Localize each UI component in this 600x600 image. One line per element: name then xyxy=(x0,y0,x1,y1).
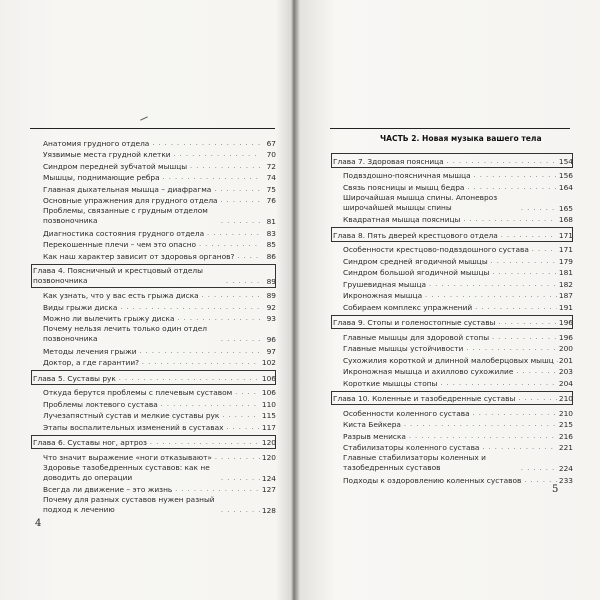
leader-dots xyxy=(174,151,260,158)
entry-title: Синдром большой ягодичной мышцы xyxy=(343,268,490,277)
entry-title: Почему нельзя лечить только один отдел позвоночника xyxy=(43,324,207,343)
entry-title: Как узнать, что у вас есть грыжа диска xyxy=(43,291,199,300)
entry-page: 120 xyxy=(261,438,276,447)
entry-page: 75 xyxy=(266,184,276,194)
entry-title: Перекошенные плечи – чем это опасно xyxy=(43,240,197,249)
chapter-entry[interactable] xyxy=(333,392,573,404)
entry-title: Виды грыжи диска xyxy=(43,302,118,312)
entry-title: Откуда берутся проблемы с плечевым суставом xyxy=(43,388,233,397)
entry-page: 110 xyxy=(261,399,276,409)
entry-page: 120 xyxy=(261,452,276,462)
section-entry[interactable] xyxy=(33,182,276,194)
entry-page: 215 xyxy=(558,420,573,429)
leader-dots xyxy=(120,304,260,311)
leader-dots xyxy=(482,444,556,451)
section-entry[interactable] xyxy=(33,409,276,421)
leader-dots xyxy=(467,184,556,191)
section-entry[interactable] xyxy=(333,365,573,377)
leader-dots xyxy=(161,401,260,408)
entry-page: 187 xyxy=(558,291,573,300)
left-page xyxy=(0,0,292,600)
entry-page: 115 xyxy=(261,411,276,420)
leader-dots xyxy=(463,216,557,223)
chapter-entry[interactable] xyxy=(333,316,573,328)
leader-dots xyxy=(221,507,260,514)
toc-list xyxy=(333,150,573,485)
leader-dots xyxy=(501,232,557,239)
entry-page: 70 xyxy=(266,150,276,159)
entry-page: 93 xyxy=(266,314,276,323)
section-entry[interactable] xyxy=(333,266,573,278)
entry-title: Доктор, а где гарантии? xyxy=(43,358,140,367)
entry-page: 171 xyxy=(558,230,573,240)
entry-title: Что значит выражение «ноги отказывают» xyxy=(43,452,212,462)
entry-page: 97 xyxy=(266,346,276,356)
entry-page: 201 xyxy=(558,355,573,365)
section-entry[interactable] xyxy=(333,192,573,213)
section-entry[interactable] xyxy=(333,342,573,354)
entry-title: Грушевидная мышца xyxy=(343,279,427,289)
entry-page: 224 xyxy=(558,464,573,473)
section-entry[interactable] xyxy=(333,418,573,430)
entry-page: 76 xyxy=(266,196,276,205)
section-entry[interactable] xyxy=(333,213,573,225)
entry-page: 216 xyxy=(558,431,573,441)
entry-title: Главные мышцы устойчивости xyxy=(343,344,464,353)
entry-title: Лучезапястный сустав и мелкие суставы рук xyxy=(43,411,220,420)
entry-title: Глава 6. Суставы ног, артроз xyxy=(33,438,147,447)
leader-dots xyxy=(491,258,557,265)
leader-dots xyxy=(202,292,260,299)
entry-page: 128 xyxy=(261,506,276,515)
entry-title: Главные мышцы для здоровой стопы xyxy=(343,332,490,342)
entry-title: Проблемы локтевого сустава xyxy=(43,399,158,409)
entry-title: Глава 5. Суставы рук xyxy=(33,373,116,383)
entry-title: Особенности крестцово-подвздошного сустава xyxy=(343,245,529,254)
leader-dots xyxy=(214,186,260,193)
section-entry[interactable] xyxy=(333,406,573,418)
entry-title: Разрыв мениска xyxy=(343,431,406,441)
section-entry[interactable] xyxy=(33,226,276,238)
entry-page: 92 xyxy=(266,302,276,312)
section-entry[interactable] xyxy=(33,136,276,148)
section-entry[interactable] xyxy=(333,289,573,301)
entry-page: 210 xyxy=(558,408,573,418)
entry-page: 72 xyxy=(266,161,276,171)
leader-dots xyxy=(516,368,557,375)
section-entry[interactable] xyxy=(333,429,573,441)
entry-page: 171 xyxy=(558,245,573,254)
entry-page: 156 xyxy=(558,171,573,180)
section-entry[interactable] xyxy=(33,323,276,344)
entry-page: 182 xyxy=(558,279,573,289)
entry-page: 165 xyxy=(558,203,573,213)
entry-title: Подходы к оздоровлению коленных суставов xyxy=(343,475,522,485)
leader-dots xyxy=(447,158,557,165)
section-entry[interactable] xyxy=(333,473,573,485)
entry-page: 85 xyxy=(266,240,276,249)
entry-title: Глава 7. Здоровая поясница xyxy=(333,156,444,166)
leader-dots xyxy=(475,304,557,311)
entry-title: Этапы воспалительных изменений в суставах xyxy=(43,422,224,432)
entry-title: Глава 9. Стопы и голеностопные суставы xyxy=(333,318,496,327)
part-title: ЧАСТЬ 2. Новая музыка вашего тела xyxy=(380,134,542,143)
entry-page: 196 xyxy=(558,318,573,327)
entry-page: 200 xyxy=(558,344,573,353)
section-entry[interactable] xyxy=(33,289,276,301)
entry-title: Всегда ли движение – это жизнь xyxy=(43,485,173,494)
entry-page: 89 xyxy=(266,291,276,300)
leader-dots xyxy=(521,465,557,472)
leader-dots xyxy=(429,281,557,288)
pen-mark xyxy=(140,116,148,120)
entry-title: Уязвимые места грудной клетки xyxy=(43,150,171,159)
section-entry[interactable] xyxy=(333,300,573,312)
entry-page: 67 xyxy=(266,138,276,148)
leader-dots xyxy=(237,253,260,260)
page-number: 4 xyxy=(35,518,42,529)
section-entry[interactable] xyxy=(33,312,276,324)
leader-dots xyxy=(215,454,260,461)
entry-title: Особенности коленного сустава xyxy=(343,408,470,418)
leader-dots xyxy=(152,140,260,147)
right-page xyxy=(300,0,600,600)
entry-page: 86 xyxy=(266,251,276,261)
section-entry[interactable] xyxy=(33,194,276,206)
section-entry[interactable] xyxy=(33,462,276,483)
entry-page: 179 xyxy=(558,256,573,266)
entry-page: 154 xyxy=(558,156,573,166)
leader-dots xyxy=(207,230,260,237)
chapter-entry[interactable] xyxy=(33,436,276,448)
header-rule xyxy=(30,128,275,129)
entry-title: Основные упражнения для грудного отдела xyxy=(43,196,218,205)
leader-dots xyxy=(221,336,260,343)
leader-dots xyxy=(473,410,557,417)
entry-title: Методы лечения грыжи xyxy=(43,346,137,356)
section-entry[interactable] xyxy=(33,300,276,312)
section-entry[interactable] xyxy=(33,420,276,432)
entry-title: Почему для разных суставов нужен разный подход к лечению xyxy=(43,495,215,514)
leader-dots xyxy=(498,319,556,326)
entry-title: Глава 10. Коленные и тазобедренные суставы xyxy=(333,394,516,403)
leader-dots xyxy=(466,345,557,352)
entry-title: Связь поясницы и мышц бедра xyxy=(343,182,465,192)
leader-dots xyxy=(190,163,260,170)
entry-title: Квадратная мышца поясницы xyxy=(343,215,461,224)
entry-page: 89 xyxy=(266,276,276,286)
entry-page: 233 xyxy=(558,475,573,485)
entry-title: Собираем комплекс упражнений xyxy=(343,302,473,312)
entry-title: Проблемы, связанные с грудным отделом позвоночника xyxy=(43,206,208,225)
leader-dots xyxy=(518,395,557,402)
entry-title: Синдром средней ягодичной мышцы xyxy=(343,256,488,266)
leader-dots xyxy=(226,278,260,285)
leader-dots xyxy=(425,292,557,299)
entry-title: Можно ли вылечить грыжу диска xyxy=(43,314,175,323)
leader-dots xyxy=(226,424,259,431)
leader-dots xyxy=(492,334,557,341)
section-entry[interactable] xyxy=(333,180,573,192)
entry-page: 117 xyxy=(261,422,276,432)
entry-page: 124 xyxy=(261,473,276,483)
entry-page: 210 xyxy=(558,394,573,403)
entry-title: Здоровье тазобедренных суставов: как не доводить до операции xyxy=(43,462,210,482)
entry-page: 81 xyxy=(266,217,276,226)
leader-dots xyxy=(474,172,557,179)
leader-dots xyxy=(235,389,260,396)
entry-page: 106 xyxy=(261,373,276,383)
section-entry[interactable] xyxy=(333,376,573,388)
leader-dots xyxy=(521,205,557,212)
entry-page: 102 xyxy=(261,358,276,367)
section-entry[interactable] xyxy=(333,441,573,453)
entry-title: Короткие мышцы стопы xyxy=(343,378,438,388)
entry-title: Главная дыхательная мышца – диафрагма xyxy=(43,184,212,194)
section-entry[interactable] xyxy=(33,205,276,226)
section-entry[interactable] xyxy=(333,243,573,255)
entry-title: Как наш характер зависит от здоровья органов? xyxy=(43,251,235,261)
section-entry[interactable] xyxy=(333,277,573,289)
leader-dots xyxy=(178,315,260,322)
leader-dots xyxy=(440,380,556,387)
section-entry[interactable] xyxy=(333,254,573,266)
section-entry[interactable] xyxy=(333,353,573,365)
chapter-entry[interactable] xyxy=(33,371,276,383)
entry-page: 83 xyxy=(266,228,276,238)
chapter-entry[interactable] xyxy=(333,154,573,166)
chapter-entry[interactable] xyxy=(33,265,276,286)
section-entry[interactable] xyxy=(33,159,276,171)
leader-dots xyxy=(404,421,557,428)
entry-page: 164 xyxy=(558,182,573,192)
leader-dots xyxy=(409,433,557,440)
section-entry[interactable] xyxy=(33,148,276,160)
entry-title: Икроножная мышца xyxy=(343,291,423,300)
section-entry[interactable] xyxy=(33,450,276,462)
entry-title: Мышцы, поднимающие ребра xyxy=(43,173,160,182)
entry-title: Синдром передней зубчатой мышцы xyxy=(43,161,188,171)
section-entry[interactable] xyxy=(333,169,573,181)
entry-title: Диагностика состояния грудного отдела xyxy=(43,228,205,238)
leader-dots xyxy=(221,197,260,204)
page-number: 5 xyxy=(552,484,559,495)
header-rule xyxy=(330,128,570,129)
entry-page: 181 xyxy=(558,268,573,277)
leader-dots xyxy=(150,439,260,446)
entry-title: Киста Бейкера xyxy=(343,420,401,429)
entry-title: Глава 4. Поясничный и крестцовый отделы позвоночника xyxy=(33,265,203,285)
section-entry[interactable] xyxy=(33,386,276,398)
entry-page: 96 xyxy=(266,335,276,344)
entry-page: 74 xyxy=(266,173,276,182)
entry-title: Анатомия грудного отдела xyxy=(43,138,150,148)
leader-dots xyxy=(524,477,557,484)
section-entry[interactable] xyxy=(33,494,276,515)
leader-dots xyxy=(175,486,260,493)
entry-title: Стабилизаторы коленного сустава xyxy=(343,443,480,452)
leader-dots xyxy=(142,359,260,366)
section-entry[interactable] xyxy=(33,249,276,261)
leader-dots xyxy=(163,174,260,181)
entry-page: 191 xyxy=(558,302,573,312)
entry-title: Сухожилия короткой и длинной малоберцовых мышц xyxy=(343,355,554,365)
leader-dots xyxy=(221,475,260,482)
entry-title: Широчайшая мышца спины. Апоневроз широчайшей мышцы спины xyxy=(343,192,498,212)
entry-title: Икроножная мышца и ахиллово сухожилие xyxy=(343,367,514,376)
section-entry[interactable] xyxy=(33,483,276,495)
section-entry[interactable] xyxy=(33,344,276,356)
leader-dots xyxy=(532,246,557,253)
section-entry[interactable] xyxy=(33,397,276,409)
entry-page: 196 xyxy=(558,332,573,342)
leader-dots xyxy=(119,375,260,382)
section-entry[interactable] xyxy=(333,330,573,342)
toc-list xyxy=(33,136,276,515)
leader-dots xyxy=(140,348,260,355)
section-entry[interactable] xyxy=(33,238,276,250)
leader-dots xyxy=(222,412,260,419)
chapter-entry[interactable] xyxy=(333,228,573,240)
leader-dots xyxy=(492,269,557,276)
entry-title: Глава 8. Пять дверей крестцового отдела xyxy=(333,230,498,240)
section-entry[interactable] xyxy=(33,356,276,368)
leader-dots xyxy=(221,218,260,225)
entry-page: 204 xyxy=(558,378,573,388)
entry-page: 221 xyxy=(558,443,573,452)
entry-page: 203 xyxy=(558,367,573,376)
section-entry[interactable] xyxy=(333,452,573,473)
leader-dots xyxy=(199,241,260,248)
entry-page: 168 xyxy=(558,215,573,224)
entry-page: 127 xyxy=(261,485,276,494)
entry-page: 106 xyxy=(261,388,276,397)
entry-title: Главные стабилизаторы коленных и тазобедренных суставов xyxy=(343,453,486,472)
entry-title: Подвздошно-поясничная мышца xyxy=(343,171,471,180)
section-entry[interactable] xyxy=(33,171,276,183)
